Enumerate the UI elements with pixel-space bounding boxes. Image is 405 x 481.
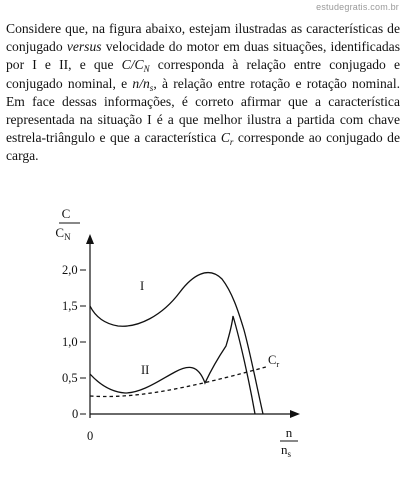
site-watermark: estudegratis.com.br [316,2,399,12]
y-tick-1-0: 1,0 [62,335,78,349]
question-part-9: corresponde ao conjugado de carga. [6,130,400,164]
curve-ii [90,316,255,414]
x-axis-label-numerator: n [285,425,293,440]
y-axis-label-denominator [55,225,71,242]
question-part-1: Considere que, na figura abaixo, estejam ilustradas as características de conjugado [6,21,400,55]
y-tick-0-5: 0,5 [62,371,78,385]
x-origin-label: 0 [87,429,94,443]
curve-i-label: I [140,279,145,293]
y-axis-label-numerator: C [61,206,71,221]
question-cr-sub: r [229,137,234,148]
question-ratio-n-ns-main: n/n [132,75,150,91]
x-axis-label-den-sub: s [287,449,292,459]
y-axis-label-den-main: C [55,225,65,240]
question-part-2: versus [66,39,102,55]
y-axis-label-den-sub: N [64,232,71,242]
y-tick-2-0: 2,0 [62,263,78,277]
curve-cr-label-sub: r [276,359,280,369]
question-ratio-n-ns-sub: s [149,82,154,93]
question-part-7: , à relação entre rotação e rotação nominal. Em face dessas informações, é correto afirmar que a característica representada na situação I é a que melhor ilustra a partida com chave estrela-triângulo e que a característica [6,75,400,146]
x-axis-arrow [290,410,300,418]
question-part-3: velocidade do motor em duas situações, identificadas por I e II, e que [6,39,400,73]
question-ratio-c-cn-main: C/C [121,57,144,73]
y-axis-arrow [86,234,94,244]
x-axis-label-denominator [281,442,292,459]
curve-ii-label: II [141,363,150,377]
curve-cr-label [268,353,279,369]
curve-cr-label-main: C [268,353,277,367]
question-part-5: corresponda à relação entre conjugado e conjugado nominal, e [6,57,400,91]
question-ratio-c-cn-sub: N [143,64,150,75]
y-tick-0: 0 [72,407,79,421]
x-axis-label-den-main: n [280,442,288,457]
curve-i [90,273,263,414]
question-cr-main: C [220,130,230,146]
y-tick-1-5: 1,5 [62,299,78,313]
